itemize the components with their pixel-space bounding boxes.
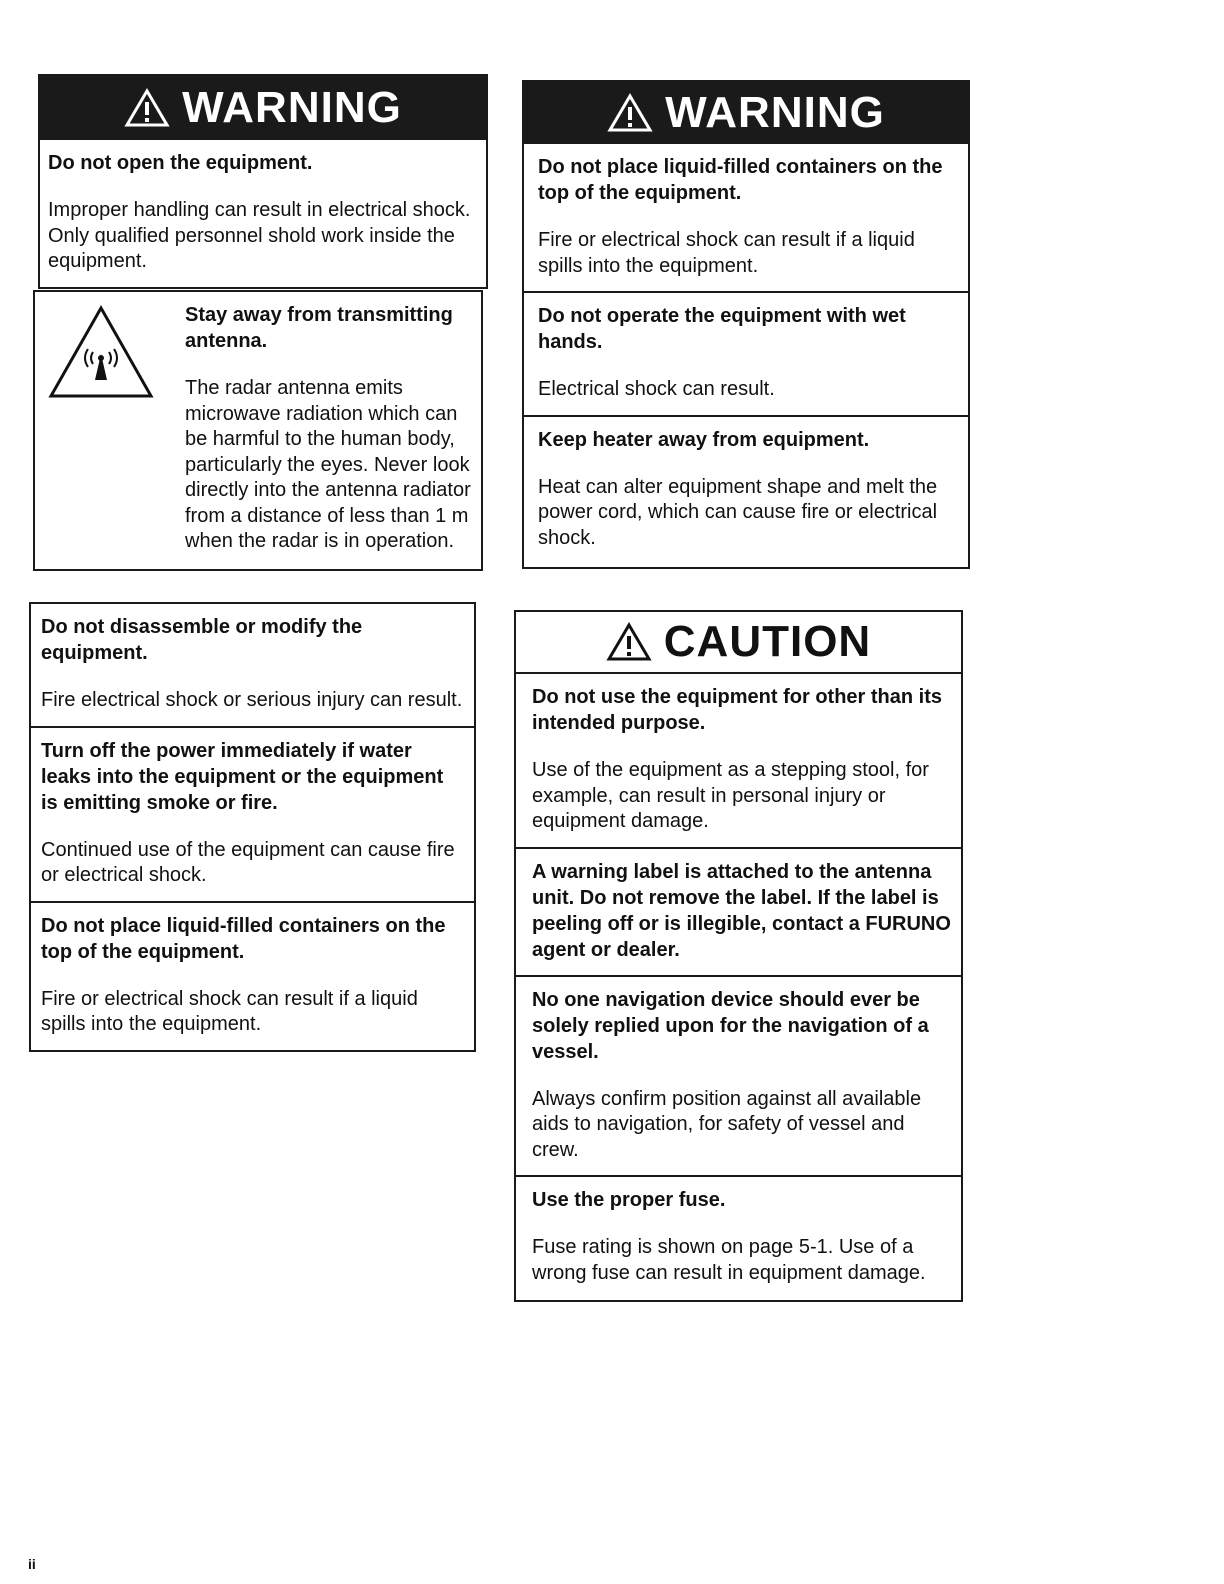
section-heading: Do not operate the equipment with wet hands. [538,305,906,353]
section-text: Fire electrical shock or serious injury can result. [41,689,463,711]
caution-section [516,674,961,847]
page-number: ii [28,1556,36,1572]
warning-triangle-icon [607,93,653,133]
section-text: Use of the equipment as a stepping stool, for example, can result in personal injury or equipment damage. [532,759,929,832]
right-warning-box [522,80,970,569]
warning-section [40,140,486,287]
section-heading: Turn off the power immediately if water leaks into the equipment or the equipment is emitting smoke or fire. [41,739,444,814]
section-text: Electrical shock can result. [538,378,775,400]
section-heading: Do not place liquid-filled containers on the top of the equipment. [538,156,943,204]
section-text: Heat can alter equipment shape and melt the power cord, which can cause fire or electrical shock. [538,475,938,549]
caution-section [516,975,961,1176]
section-heading: Stay away from transmitting antenna. [185,304,453,352]
caution-section [516,1175,961,1300]
warning-section [31,604,474,726]
warning-header [524,82,968,144]
left-warning-box-bottom [29,602,476,1052]
section-heading: No one navigation device should ever be solely replied upon for the navigation of a vessel. [532,988,929,1063]
section-text: Improper handling can result in electrical shock. Only qualified personnel shold work inside the equipment. [48,199,471,272]
warning-section [524,144,968,291]
section-heading: Keep heater away from equipment. [538,428,870,451]
radiation-section [35,292,481,569]
warning-section [31,901,474,1050]
section-heading: A warning label is attached to the antenna unit. Do not remove the label. If the label is peeling off or is illegible, contact a FURUNO agent or dealer. [532,860,951,961]
warning-triangle-icon [124,88,170,128]
section-heading: Do not place liquid-filled containers on the top of the equipment. [41,914,446,963]
section-heading: Do not open the equipment. [48,152,313,174]
warning-header [40,76,486,140]
left-warning-box-lower [33,290,483,571]
section-text: Fuse rating is shown on page 5-1. Use of a wrong fuse can result in equipment damage. [532,1236,926,1284]
section-text: Fire or electrical shock can result if a liquid spills into the equipment. [538,229,915,277]
warning-title: WARNING [182,83,402,132]
caution-section [516,847,961,975]
caution-box [514,610,963,1302]
caution-triangle-icon [606,622,652,662]
warning-section [31,726,474,901]
section-text: Continued use of the equipment can cause fire or electrical shock. [41,838,455,886]
section-text: Always confirm position against all available aids to navigation, for safety of vessel and crew. [532,1087,922,1161]
section-text: Fire or electrical shock can result if a liquid spills into the equipment. [41,987,418,1035]
warning-title: WARNING [665,88,885,137]
section-heading: Do not disassemble or modify the equipment. [41,616,363,664]
radiation-warning-icon [45,302,185,555]
section-heading: Do not use the equipment for other than its intended purpose. [532,686,942,734]
warning-section [524,415,968,568]
section-text: The radar antenna emits microwave radiation which can be harmful to the human body, particularly the eyes. Never look directly into the antenna radiator from a distance of less than 1 m when the radar is in operation. [185,377,471,552]
caution-title: CAUTION [663,617,872,666]
left-warning-box [38,74,488,289]
section-heading: Use the proper fuse. [532,1189,726,1211]
caution-header [516,612,961,674]
warning-section [524,291,968,415]
